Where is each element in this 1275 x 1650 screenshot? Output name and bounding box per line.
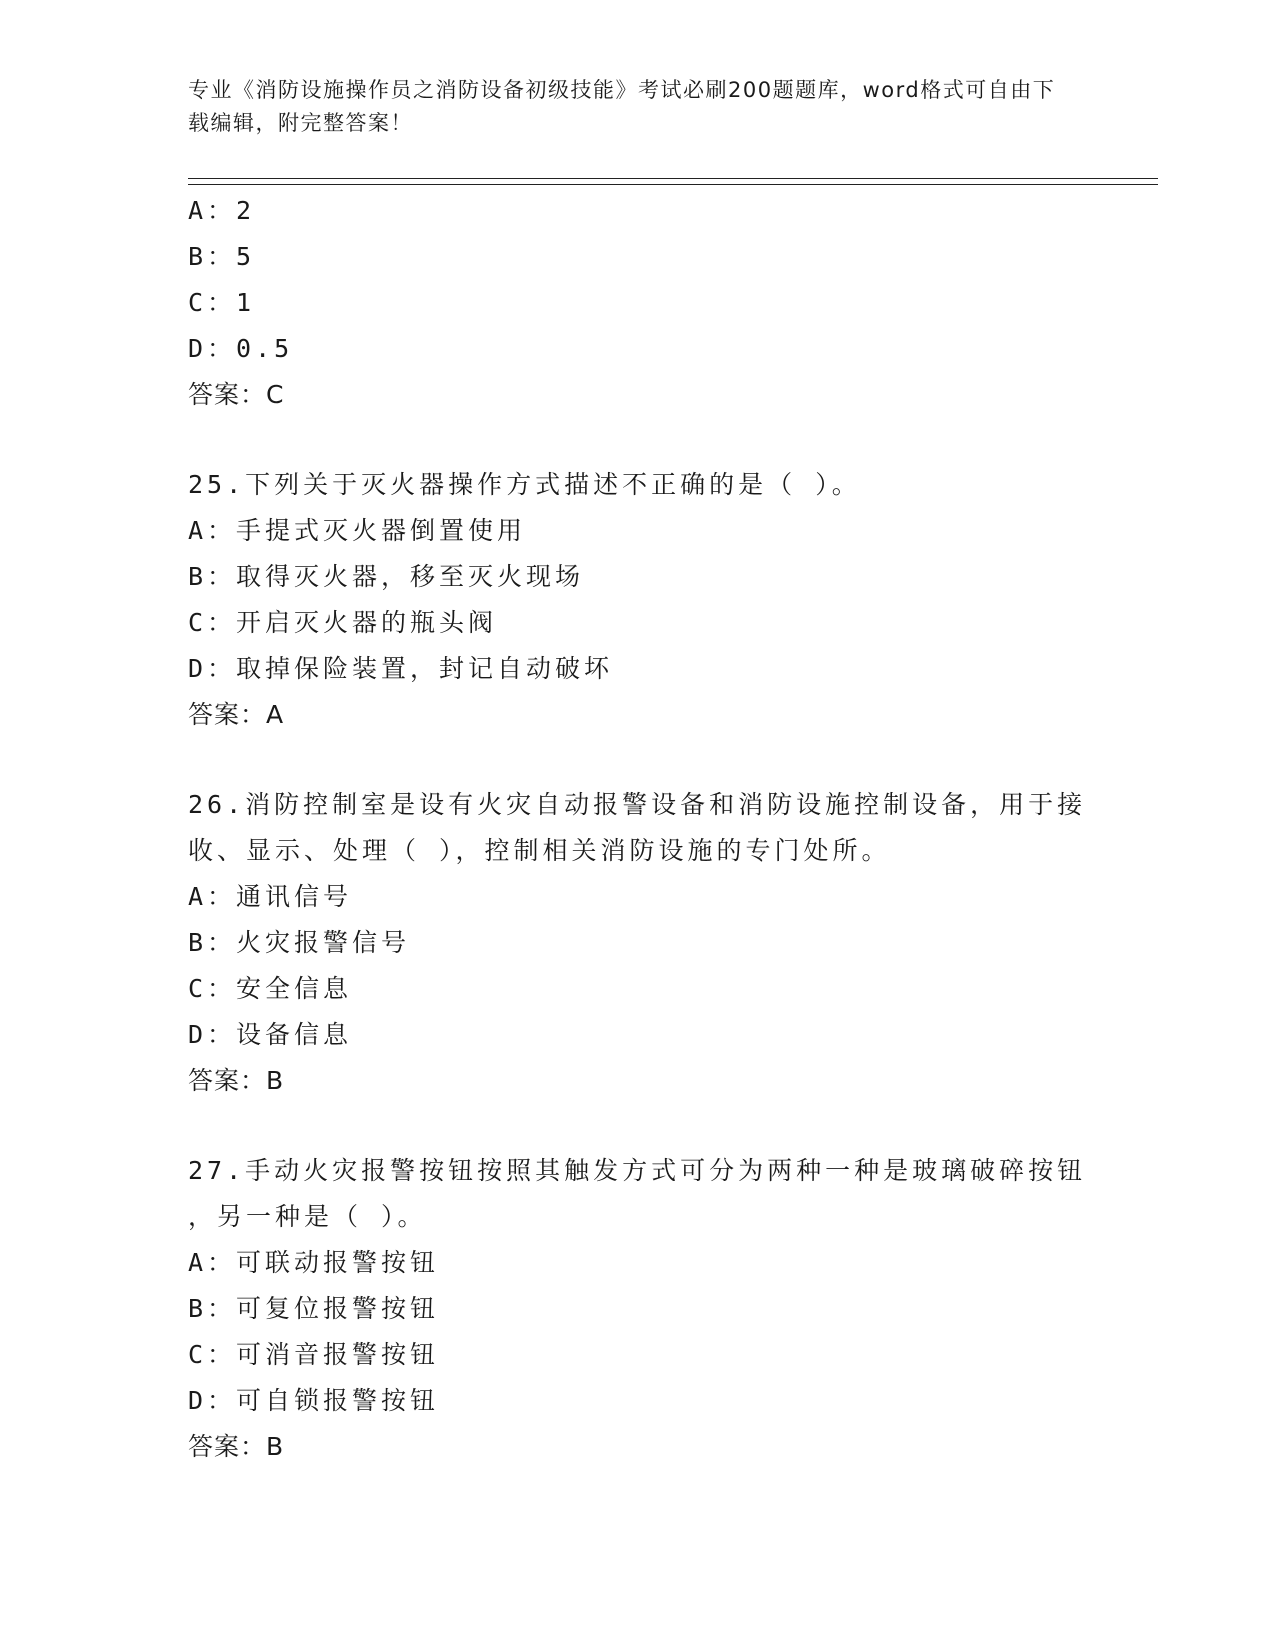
document-header: 专业《消防设施操作员之消防设备初级技能》考试必刷200题题库，word格式可自由下载编辑，附完整答案！ xyxy=(188,78,1056,135)
spacer xyxy=(188,738,1088,782)
question-block-prev xyxy=(188,188,1088,418)
option-b: B：5 xyxy=(188,242,256,271)
option-a: A：2 xyxy=(188,196,256,225)
option-a: A：通讯信号 xyxy=(188,882,353,911)
option-b: B：火灾报警信号 xyxy=(188,928,411,957)
answer-line: 答案：B xyxy=(188,1432,285,1461)
option-d: D：可自锁报警按钮 xyxy=(188,1386,440,1415)
question-block-26 xyxy=(188,782,1088,1104)
question-block-25 xyxy=(188,462,1088,738)
option-c: C：1 xyxy=(188,288,256,317)
question-stem: 25.下列关于灭火器操作方式描述不正确的是（ ）。 xyxy=(188,470,861,499)
answer-line: 答案：A xyxy=(188,700,285,729)
spacer xyxy=(188,1104,1088,1148)
option-d: D：取掉保险装置，封记自动破坏 xyxy=(188,654,614,683)
answer-line: 答案：B xyxy=(188,1066,285,1095)
option-c: C：可消音报警按钮 xyxy=(188,1340,440,1369)
option-d: D：设备信息 xyxy=(188,1020,353,1049)
option-d: D：0.5 xyxy=(188,334,294,363)
answer-line: 答案：C xyxy=(188,380,285,409)
option-a: A：可联动报警按钮 xyxy=(188,1248,440,1277)
option-c: C：安全信息 xyxy=(188,974,353,1003)
question-stem-line-1: 26.消防控制室是设有火灾自动报警设备和消防设施控制设备，用于接 xyxy=(188,790,1087,819)
option-c: C：开启灭火器的瓶头阀 xyxy=(188,608,498,637)
question-stem-line-2: ，另一种是（ ）。 xyxy=(188,1202,427,1231)
option-b: B：可复位报警按钮 xyxy=(188,1294,440,1323)
question-stem-line-2: 收、显示、处理（ ），控制相关消防设施的专门处所。 xyxy=(188,836,891,865)
header-rule-bottom xyxy=(188,184,1158,185)
question-content xyxy=(188,188,1088,1470)
question-block-27 xyxy=(188,1148,1088,1470)
header-rule-top xyxy=(188,178,1158,179)
option-a: A：手提式灭火器倒置使用 xyxy=(188,516,527,545)
spacer xyxy=(188,418,1088,462)
option-b: B：取得灭火器，移至灭火现场 xyxy=(188,562,585,591)
question-stem-line-1: 27.手动火灾报警按钮按照其触发方式可分为两种一种是玻璃破碎按钮 xyxy=(188,1156,1087,1185)
